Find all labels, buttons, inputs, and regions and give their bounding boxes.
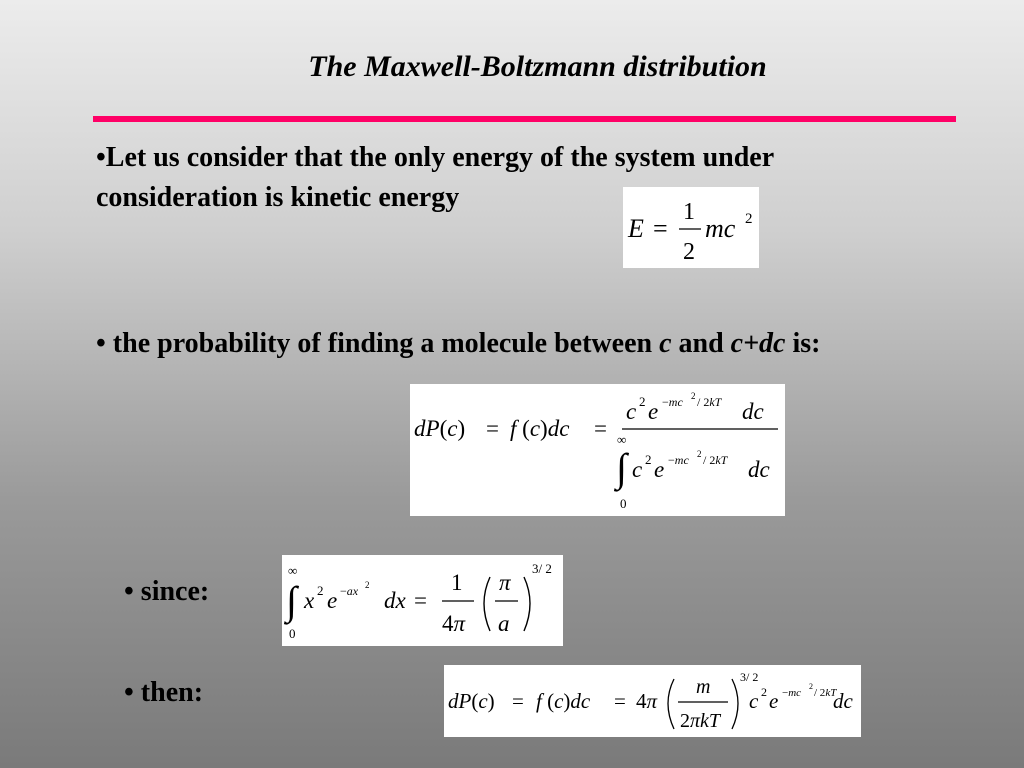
- bullet-probability-and: and: [671, 328, 731, 359]
- svg-text:dc: dc: [742, 399, 764, 424]
- title-underline: [93, 116, 956, 122]
- bullet-since: • since:: [124, 576, 210, 607]
- equation-kinetic-energy: [623, 187, 759, 268]
- svg-text:dx: dx: [384, 588, 406, 613]
- bullet-probability-suffix: is:: [785, 328, 821, 359]
- equation-gaussian-integral: [282, 555, 563, 646]
- bullet-kinetic-energy-line2: consideration is kinetic energy: [96, 182, 460, 213]
- svg-text:/ 2kT: / 2kT: [814, 687, 837, 699]
- svg-text:=: =: [614, 689, 626, 713]
- svg-text:2: 2: [697, 449, 702, 459]
- svg-text:dc: dc: [833, 689, 853, 713]
- svg-text:4π: 4π: [636, 689, 658, 713]
- svg-text:x: x: [304, 588, 315, 613]
- svg-text:E: E: [628, 214, 644, 243]
- equation-result: [444, 665, 861, 737]
- svg-text:mc: mc: [705, 214, 736, 243]
- svg-text:=: =: [486, 416, 499, 441]
- equation-probability: [410, 384, 785, 516]
- svg-text:2: 2: [317, 583, 324, 598]
- bullet-probability-var-cdc: c+dc: [730, 328, 786, 359]
- svg-text:4π: 4π: [442, 611, 466, 636]
- slide-title: The Maxwell-Boltzmann distribution: [308, 50, 767, 83]
- svg-text:3/ 2: 3/ 2: [532, 561, 552, 576]
- svg-text:dP(c): dP(c): [414, 416, 466, 441]
- svg-text:2: 2: [691, 391, 696, 401]
- svg-text:/ 2kT: / 2kT: [703, 453, 728, 467]
- svg-text:1: 1: [683, 199, 695, 225]
- svg-text:f (c)dc: f (c)dc: [536, 689, 591, 713]
- svg-text:a: a: [498, 611, 510, 636]
- svg-text:2: 2: [809, 682, 813, 691]
- svg-text:∞: ∞: [617, 432, 627, 447]
- svg-text:e: e: [769, 689, 779, 713]
- bullet-probability-prefix: • the probability of finding a molecule between: [96, 328, 660, 359]
- bullet-kinetic-energy-line1: •Let us consider that the only energy of the system under: [96, 142, 775, 173]
- svg-text:−mc: −mc: [662, 395, 683, 409]
- svg-text:/ 2kT: / 2kT: [697, 395, 722, 409]
- svg-text:∞: ∞: [288, 563, 298, 578]
- svg-text:=: =: [594, 416, 607, 441]
- svg-text:c: c: [626, 399, 637, 424]
- svg-text:=: =: [512, 689, 524, 713]
- svg-text:2πkT: 2πkT: [680, 710, 721, 732]
- svg-text:e: e: [654, 457, 665, 482]
- bullet-then: • then:: [124, 677, 204, 708]
- svg-text:2: 2: [683, 239, 695, 265]
- svg-text:dP(c): dP(c): [448, 689, 495, 713]
- svg-text:f (c)dc: f (c)dc: [510, 416, 570, 441]
- svg-text:2: 2: [365, 580, 370, 590]
- svg-text:c: c: [632, 457, 643, 482]
- svg-text:−ax: −ax: [340, 584, 359, 598]
- svg-text:2: 2: [761, 685, 767, 699]
- svg-text:3/ 2: 3/ 2: [740, 670, 759, 684]
- bullet-probability-var-c: c: [659, 328, 672, 359]
- svg-text:=: =: [653, 214, 668, 243]
- svg-text:=: =: [414, 588, 427, 613]
- svg-text:2: 2: [745, 211, 753, 227]
- svg-text:c: c: [749, 689, 759, 713]
- svg-text:0: 0: [620, 496, 627, 511]
- svg-text:dc: dc: [748, 457, 770, 482]
- svg-text:2: 2: [639, 394, 646, 409]
- svg-text:0: 0: [289, 626, 296, 641]
- svg-text:−mc: −mc: [668, 453, 689, 467]
- svg-text:∫: ∫: [286, 578, 297, 623]
- svg-text:2: 2: [645, 452, 652, 467]
- svg-text:π: π: [499, 570, 511, 595]
- svg-text:e: e: [648, 399, 659, 424]
- bullet-probability: [96, 324, 820, 364]
- svg-text:e: e: [327, 588, 338, 613]
- svg-text:∫: ∫: [616, 445, 627, 490]
- svg-text:−mc: −mc: [782, 687, 802, 699]
- svg-text:m: m: [696, 676, 711, 698]
- svg-text:1: 1: [451, 570, 463, 595]
